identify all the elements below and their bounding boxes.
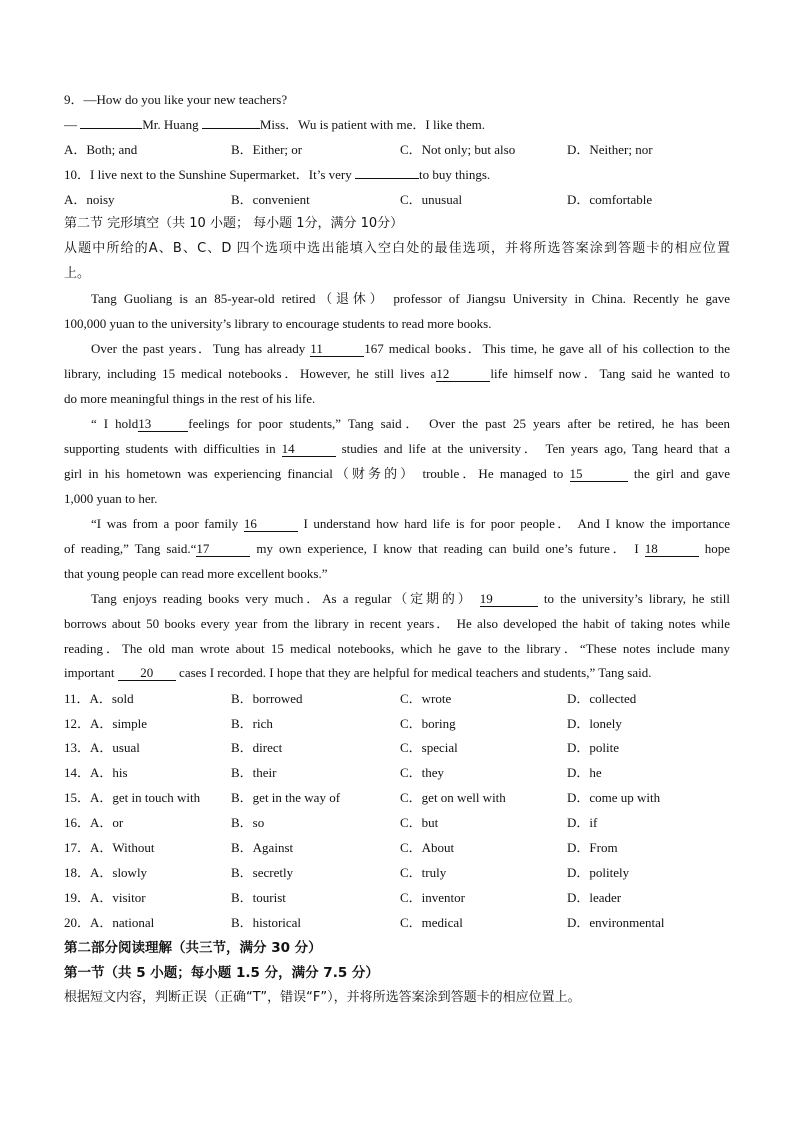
text-segment: of reading,” Tang said.“ <box>64 541 197 556</box>
choice: D．environmental <box>567 915 665 930</box>
blank-20: 20 <box>118 666 176 681</box>
choice: C．but <box>400 815 439 830</box>
blank-12: 12 <box>436 367 490 382</box>
passage-line <box>64 466 730 482</box>
choice: D．lonely <box>567 716 622 731</box>
blank-14: 14 <box>282 442 336 457</box>
choice: B．rich <box>231 716 273 731</box>
blank-16: 16 <box>244 517 298 532</box>
choice: B．tourist <box>231 890 286 905</box>
choice: C．truly <box>400 865 447 880</box>
q9-option-c: C．Not only; but also <box>400 142 516 157</box>
text-segment: cases I recorded. I hope that they are helpful for medical teachers and students,” Tang said. <box>175 665 652 680</box>
q10-option-b: B．convenient <box>231 192 310 207</box>
section-instruction-cont: 上。 <box>64 266 91 281</box>
passage-line: Tang Guoliang is an 85-year-old retired（退休） professor of Jiangsu University in China. Recently he gave <box>91 291 730 306</box>
choice: C．boring <box>400 716 456 731</box>
choice: C．special <box>400 740 458 755</box>
text-segment: important <box>64 665 118 680</box>
text-segment: feelings for poor students,” Tang said． Over the past 25 years after be retired, he has been <box>188 416 730 431</box>
text-segment: Over the past years．Tung has already <box>91 341 311 356</box>
blank <box>202 128 260 129</box>
dash: — <box>64 117 81 132</box>
section-instruction: 从题中所给的A、B、C、D 四个选项中选出能填入空白处的最佳选项，并将所选答案涂到答题卡的相应位置 <box>64 241 730 256</box>
question-10-stem <box>64 167 730 183</box>
choice: B．their <box>231 765 277 780</box>
choice: 19．A．visitor <box>64 890 146 905</box>
q10-option-d: D．comfortable <box>567 192 653 207</box>
choice: C．About <box>400 840 455 855</box>
choice: D．collected <box>567 691 637 706</box>
text-segment: studies and life at the university． Ten years ago, Tang heard that a <box>335 441 731 456</box>
passage-line <box>91 341 730 357</box>
choice: 13．A．usual <box>64 740 140 755</box>
blank-13: 13 <box>138 417 188 432</box>
passage-line: borrows about 50 books every year from the library in recent years． He also developed the habit of taking notes while <box>64 616 730 631</box>
question-9-stem: 9．—How do you like your new teachers? <box>64 92 288 107</box>
text-segment: life himself now．Tang said he wanted to <box>490 366 730 381</box>
choice: D．leader <box>567 890 622 905</box>
choice: D．politely <box>567 865 630 880</box>
blank-19: 19 <box>480 592 538 607</box>
q9-option-b: B．Either; or <box>231 142 303 157</box>
passage-line: 1,000 yuan to her. <box>64 491 158 506</box>
text-segment: girl in his hometown was experiencing financial（财务的） trouble．He managed to <box>64 466 570 481</box>
choice: D．From <box>567 840 618 855</box>
text-segment: to the university’s library, he still <box>537 591 730 606</box>
passage-line <box>64 665 730 681</box>
text-segment: to buy things. <box>419 167 491 182</box>
choice: C．wrote <box>400 691 452 706</box>
text-segment: my own experience, I know that reading can build one’s future． I <box>250 541 645 556</box>
part-instruction: 根据短文内容，判断正误（正确“T”，错误“F”），并将所选答案涂到答题卡的相应位置上。 <box>64 990 581 1005</box>
choice: D．come up with <box>567 790 661 805</box>
text-segment: Miss．Wu is patient with me．I like them. <box>259 117 485 132</box>
choice: 12．A．simple <box>64 716 148 731</box>
text-segment: the girl and gave <box>627 466 730 481</box>
choice: C．they <box>400 765 445 780</box>
text-segment: hope <box>698 541 730 556</box>
text-segment: “I was from a poor family <box>91 516 244 531</box>
q9-option-d: D．Neither; nor <box>567 142 653 157</box>
choice: 17．A．Without <box>64 840 155 855</box>
passage-line: that young people can read more excellent books.” <box>64 566 328 581</box>
choice: D．polite <box>567 740 619 755</box>
choice: 16．A．or <box>64 815 124 830</box>
passage-line: reading．The old man wrote about 15 medical notebooks, which he gave to the library．“These notes include many <box>64 641 730 656</box>
choice: C．medical <box>400 915 463 930</box>
text-segment: I understand how hard life is for poor people． And I know the importance <box>297 516 730 531</box>
passage-line <box>64 366 730 382</box>
choice: C．inventor <box>400 890 465 905</box>
text-segment: “ I hold <box>91 416 139 431</box>
q10-option-c: C．unusual <box>400 192 463 207</box>
choice: B．historical <box>231 915 302 930</box>
choice: 18．A．slowly <box>64 865 148 880</box>
part-heading: 第二部分阅读理解（共三节，满分 30 分） <box>64 940 322 956</box>
choice: 14．A．his <box>64 765 128 780</box>
passage-line <box>91 516 730 532</box>
text-segment: Tang enjoys reading books very much．As a regular（定期的） <box>91 591 480 606</box>
q10-option-a: A．noisy <box>64 192 115 207</box>
passage-line <box>91 591 730 607</box>
blank-17: 17 <box>196 542 250 557</box>
passage-line <box>64 441 730 457</box>
blank <box>80 128 142 129</box>
passage-line <box>64 541 730 557</box>
choice: D．if <box>567 815 598 830</box>
passage-line: do more meaningful things in the rest of his life. <box>64 391 316 406</box>
blank <box>355 178 419 179</box>
choice: 20．A．national <box>64 915 155 930</box>
text-segment: Mr. Huang <box>142 117 202 132</box>
choice: 11．A．sold <box>64 691 134 706</box>
passage-line <box>91 416 730 432</box>
blank-15: 15 <box>570 467 628 482</box>
text-segment: supporting students with difficulties in <box>64 441 282 456</box>
choice: C．get on well with <box>400 790 506 805</box>
q9-option-a: A．Both; and <box>64 142 138 157</box>
section-heading: 第二节 完形填空（共 10 小题； 每小题 1分，满分 10分） <box>64 216 404 231</box>
choice: B．Against <box>231 840 294 855</box>
choice: B．get in the way of <box>231 790 341 805</box>
choice: B．direct <box>231 740 283 755</box>
subsection-heading: 第一节（共 5 小题；每小题 1.5 分，满分 7.5 分） <box>64 965 379 981</box>
blank-11: 11 <box>310 342 364 357</box>
choice: 15．A．get in touch with <box>64 790 201 805</box>
choice: B．so <box>231 815 265 830</box>
text-segment: library, including 15 medical notebooks．However, he still lives a <box>64 366 437 381</box>
choice: B．borrowed <box>231 691 303 706</box>
text-segment: 167 medical books．This time, he gave all of his collection to the <box>364 341 730 356</box>
blank-18: 18 <box>645 542 699 557</box>
choice: B．secretly <box>231 865 294 880</box>
text-segment: 10．I live next to the Sunshine Supermarket．It’s very <box>64 167 356 182</box>
choice: D．he <box>567 765 602 780</box>
question-9-sentence <box>64 117 730 133</box>
passage-line: 100,000 yuan to the university’s library to encourage students to read more books. <box>64 316 492 331</box>
